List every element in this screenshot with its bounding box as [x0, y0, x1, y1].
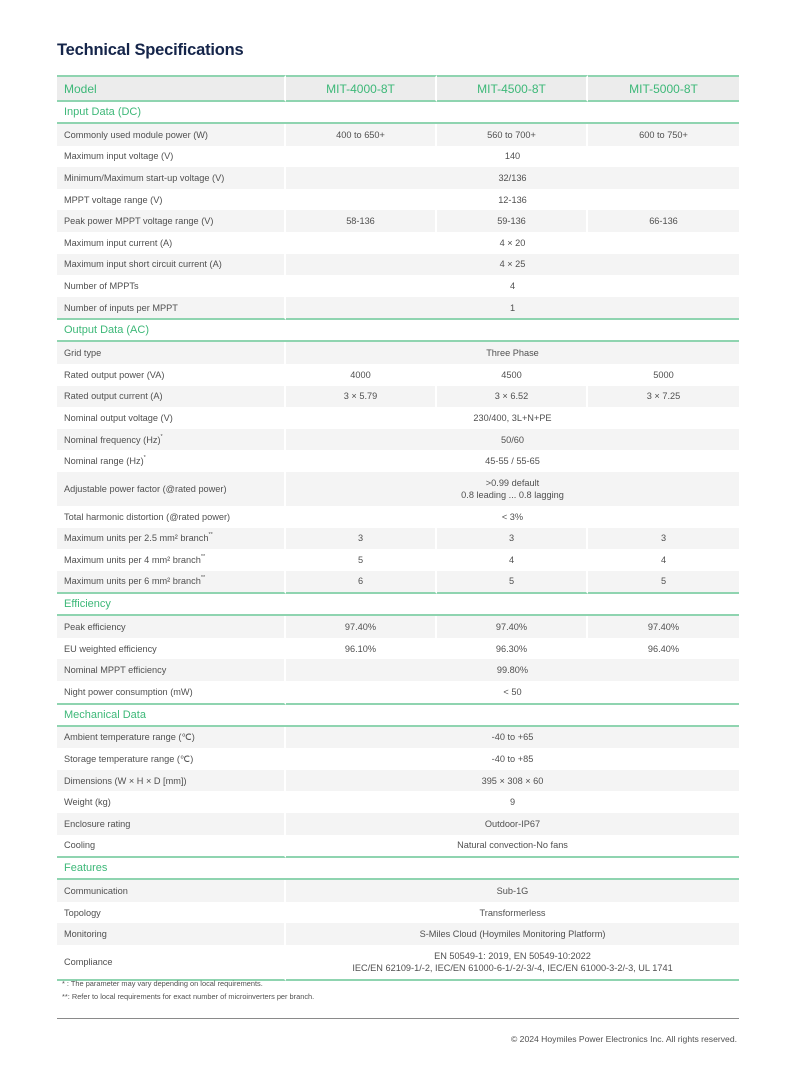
- spec-value-line: < 3%: [501, 511, 524, 522]
- spec-value-line: 395 × 308 × 60: [481, 775, 544, 786]
- section-header-row: [57, 705, 739, 727]
- footer-divider: [57, 1018, 739, 1019]
- spec-label: Dimensions (W × H × D [mm]): [64, 775, 187, 786]
- spec-row: [57, 254, 739, 276]
- spec-row: [57, 835, 739, 859]
- spec-label: Commonly used module power (W): [64, 129, 208, 140]
- spec-value: 97.40%: [437, 616, 588, 638]
- model-name: MIT-4500-8T: [437, 75, 588, 102]
- section-header-row: [57, 594, 739, 616]
- spec-value-line: IEC/EN 62109-1/-2, IEC/EN 61000-6-1/-2/-3/-4, IEC/EN 61000-3-2/-3, UL 1741: [352, 963, 673, 973]
- spec-value-line: 50/60: [501, 434, 524, 445]
- spec-label-cell: [57, 275, 286, 297]
- spec-value-merged: [286, 506, 739, 528]
- spec-label-cell: [57, 813, 286, 835]
- spec-label: EU weighted efficiency: [64, 643, 157, 654]
- spec-label-cell: [57, 297, 286, 321]
- spec-row: [57, 189, 739, 211]
- spec-label-cell: [57, 342, 286, 364]
- spec-row: [57, 727, 739, 749]
- spec-row: [57, 549, 739, 571]
- spec-label-cell: [57, 549, 286, 571]
- footnote-marker: **: [200, 553, 206, 560]
- spec-value-merged: [286, 748, 739, 770]
- spec-label: Ambient temperature range (℃): [64, 731, 195, 742]
- spec-value: 3 × 7.25: [588, 386, 739, 408]
- footnote: * : The parameter may vary depending on local requirements.: [62, 979, 263, 988]
- spec-row: [57, 146, 739, 168]
- spec-label: Nominal frequency (Hz): [64, 434, 161, 445]
- spec-value-merged: [286, 407, 739, 429]
- spec-value-line: 45-55 / 55-65: [485, 456, 540, 467]
- spec-label-cell: [57, 472, 286, 506]
- spec-row: [57, 472, 739, 506]
- spec-value: 6: [286, 571, 437, 595]
- spec-value-merged: [286, 681, 739, 705]
- spec-row: [57, 297, 739, 321]
- spec-value: 3 × 6.52: [437, 386, 588, 408]
- spec-row: [57, 429, 739, 451]
- section-header-row: [57, 320, 739, 342]
- spec-label-cell: [57, 681, 286, 705]
- spec-row: [57, 681, 739, 705]
- spec-value: 3: [286, 528, 437, 550]
- section-title: Features: [57, 858, 739, 880]
- spec-value-merged: [286, 429, 739, 451]
- spec-label-cell: [57, 727, 286, 749]
- spec-row: [57, 945, 739, 981]
- spec-value-line: -40 to +85: [491, 754, 534, 765]
- spec-label-cell: [57, 429, 286, 451]
- spec-label: Nominal MPPT efficiency: [64, 665, 167, 676]
- spec-value-line: 9: [509, 797, 516, 808]
- section-header-row: [57, 858, 739, 880]
- spec-value-line: 0.8 leading ... 0.8 lagging: [461, 489, 564, 500]
- model-header-row: [57, 75, 739, 102]
- spec-value-line: Sub-1G: [496, 886, 529, 897]
- spec-row: [57, 506, 739, 528]
- spec-value-line: Three Phase: [486, 348, 539, 359]
- spec-label: Total harmonic distortion (@rated power): [64, 511, 231, 522]
- spec-value: 5000: [653, 369, 674, 380]
- spec-value-merged: [286, 450, 739, 472]
- spec-label: Compliance: [64, 957, 113, 967]
- spec-label-cell: [57, 528, 286, 550]
- spec-label-cell: [57, 450, 286, 472]
- spec-value: 4000: [286, 364, 437, 386]
- footnotes: [62, 978, 314, 1003]
- spec-row: [57, 770, 739, 792]
- spec-label-cell: [57, 835, 286, 859]
- spec-value-merged: [286, 275, 739, 297]
- spec-value-merged: [286, 945, 739, 981]
- spec-value-line: 4 × 25: [499, 259, 526, 270]
- spec-row: [57, 232, 739, 254]
- spec-label: Maximum input short circuit current (A): [64, 259, 222, 270]
- spec-label: Night power consumption (mW): [64, 686, 193, 697]
- spec-label: Maximum units per 4 mm² branch: [64, 554, 201, 565]
- spec-label: Storage temperature range (℃): [64, 753, 194, 764]
- spec-value-merged: [286, 659, 739, 681]
- spec-value: 3: [588, 528, 739, 550]
- section-title: Output Data (AC): [57, 320, 739, 342]
- spec-value: 4: [660, 554, 667, 565]
- spec-label-cell: [57, 210, 286, 232]
- spec-label-cell: [57, 254, 286, 276]
- spec-label-cell: [57, 748, 286, 770]
- spec-value-line: 4 × 20: [499, 237, 526, 248]
- spec-row: [57, 880, 739, 902]
- spec-label: Communication: [64, 886, 128, 897]
- spec-row: [57, 748, 739, 770]
- spec-label: Nominal range (Hz): [64, 456, 144, 467]
- spec-label: Peak efficiency: [64, 622, 126, 633]
- spec-label: Rated output power (VA): [64, 369, 165, 380]
- spec-row: [57, 386, 739, 408]
- spec-value-line: Outdoor-IP67: [484, 818, 541, 829]
- spec-value-line: -40 to +65: [491, 732, 534, 743]
- spec-value-merged: [286, 472, 739, 506]
- section-title: Input Data (DC): [57, 102, 739, 124]
- spec-label: Weight (kg): [64, 797, 111, 808]
- spec-value-merged: [286, 727, 739, 749]
- footnote-marker: *: [160, 433, 163, 440]
- spec-value-line: 12-136: [498, 194, 527, 205]
- spec-label-cell: [57, 902, 286, 924]
- spec-value-line: 140: [504, 151, 521, 162]
- spec-row: [57, 450, 739, 472]
- spec-row: [57, 791, 739, 813]
- spec-value: 97.40%: [588, 616, 739, 638]
- spec-row: [57, 342, 739, 364]
- spec-value-line: 4: [509, 280, 516, 291]
- spec-label: Maximum units per 6 mm² branch: [64, 576, 201, 587]
- spec-table: [57, 75, 739, 981]
- copyright: © 2024 Hoymiles Power Electronics Inc. All rights reserved.: [510, 1034, 737, 1044]
- spec-value: 4500: [437, 364, 588, 386]
- spec-value-merged: [286, 813, 739, 835]
- spec-label-cell: [57, 616, 286, 638]
- spec-value-merged: [286, 835, 739, 859]
- footnote-marker: **: [208, 532, 213, 539]
- spec-label: Topology: [64, 907, 101, 918]
- spec-value-line: S-Miles Cloud (Hoymiles Monitoring Platform): [419, 929, 606, 940]
- spec-value: 400 to 650+: [286, 124, 437, 146]
- spec-row: [57, 638, 739, 660]
- spec-value-line: EN 50549-1: 2019, EN 50549-10:2022: [434, 951, 591, 961]
- spec-label: Monitoring: [64, 929, 107, 940]
- spec-row: [57, 167, 739, 189]
- spec-row: [57, 659, 739, 681]
- spec-table-body: [57, 75, 739, 981]
- footnote: **: Refer to local requirements for exact number of microinverters per branch.: [62, 991, 315, 1001]
- spec-label-cell: [57, 791, 286, 813]
- spec-label: Peak power MPPT voltage range (V): [64, 216, 214, 227]
- spec-value: 5: [588, 571, 739, 595]
- spec-value-line: 1: [509, 302, 516, 313]
- spec-value: 96.10%: [286, 638, 437, 660]
- spec-row: [57, 364, 739, 386]
- spec-row: [57, 813, 739, 835]
- spec-value-line: < 50: [503, 686, 522, 697]
- spec-value-line: 32/136: [498, 172, 527, 183]
- spec-value: 5: [437, 571, 588, 595]
- section-title: Mechanical Data: [57, 705, 739, 727]
- spec-row: [57, 571, 739, 595]
- spec-label: Maximum input current (A): [64, 237, 173, 248]
- model-header-label: Model: [57, 75, 286, 102]
- spec-value: 66-136: [588, 210, 739, 232]
- spec-label-cell: [57, 146, 286, 168]
- spec-label: Enclosure rating: [64, 818, 131, 829]
- spec-row: [57, 616, 739, 638]
- spec-value: 58-136: [286, 210, 437, 232]
- spec-label-cell: [57, 167, 286, 189]
- spec-value-merged: [286, 189, 739, 211]
- spec-row: [57, 528, 739, 550]
- spec-value-merged: [286, 342, 739, 364]
- spec-row: [57, 923, 739, 945]
- spec-label-cell: [57, 880, 286, 902]
- spec-value-merged: [286, 770, 739, 792]
- spec-label-cell: [57, 506, 286, 528]
- model-name: MIT-5000-8T: [588, 75, 739, 102]
- spec-value-merged: [286, 297, 739, 321]
- spec-value: 560 to 700+: [437, 124, 588, 146]
- spec-value: 96.30%: [437, 638, 588, 660]
- spec-value-line: 230/400, 3L+N+PE: [473, 412, 552, 423]
- spec-label: MPPT voltage range (V): [64, 194, 163, 205]
- spec-label: Number of MPPTs: [64, 280, 139, 291]
- spec-value-merged: [286, 880, 739, 902]
- spec-label-cell: [57, 770, 286, 792]
- spec-label-cell: [57, 945, 286, 981]
- spec-label-cell: [57, 124, 286, 146]
- spec-label: Rated output current (A): [64, 391, 163, 402]
- spec-value-merged: [286, 902, 739, 924]
- spec-label-cell: [57, 571, 286, 595]
- spec-value-merged: [286, 167, 739, 189]
- spec-value-line: >0.99 default: [485, 477, 540, 488]
- spec-row: [57, 275, 739, 297]
- spec-value: 59-136: [437, 210, 588, 232]
- spec-value-merged: [286, 232, 739, 254]
- spec-label: Number of inputs per MPPT: [64, 302, 178, 313]
- spec-label-cell: [57, 638, 286, 660]
- section-header-row: [57, 102, 739, 124]
- spec-label: Maximum input voltage (V): [64, 151, 174, 162]
- spec-value-line: Natural convection-No fans: [457, 840, 568, 851]
- spec-row: [57, 124, 739, 146]
- spec-value: 3 × 5.79: [286, 386, 437, 408]
- section-title: Efficiency: [57, 594, 739, 616]
- spec-value: 96.40%: [647, 643, 680, 654]
- spec-value-merged: [286, 791, 739, 813]
- spec-value-line: Transformerless: [479, 907, 546, 918]
- spec-label: Nominal output voltage (V): [64, 412, 173, 423]
- spec-label: Minimum/Maximum start-up voltage (V): [64, 172, 225, 183]
- spec-label-cell: [57, 386, 286, 408]
- spec-value-line: 99.80%: [496, 665, 529, 676]
- spec-value-merged: [286, 923, 739, 945]
- spec-label: Adjustable power factor (@rated power): [64, 483, 227, 494]
- spec-label-cell: [57, 189, 286, 211]
- footnote-marker: **: [200, 575, 206, 582]
- spec-row: [57, 407, 739, 429]
- spec-label: Grid type: [64, 348, 102, 359]
- spec-value-merged: [286, 254, 739, 276]
- spec-row: [57, 902, 739, 924]
- footnote-marker: *: [143, 455, 146, 462]
- spec-value: 3: [437, 528, 588, 550]
- spec-value: 600 to 750+: [588, 124, 739, 146]
- spec-value: 4: [437, 549, 588, 571]
- spec-label: Maximum units per 2.5 mm² branch: [64, 533, 209, 544]
- spec-label-cell: [57, 232, 286, 254]
- spec-value: 5: [286, 549, 437, 571]
- spec-label-cell: [57, 364, 286, 386]
- spec-value-merged: [286, 146, 739, 168]
- spec-row: [57, 210, 739, 232]
- spec-label-cell: [57, 659, 286, 681]
- model-name: MIT-4000-8T: [286, 75, 437, 102]
- page-title: Technical Specifications: [57, 41, 244, 59]
- spec-label-cell: [57, 407, 286, 429]
- spec-value: 97.40%: [286, 616, 437, 638]
- spec-label-cell: [57, 923, 286, 945]
- spec-label: Cooling: [64, 840, 96, 851]
